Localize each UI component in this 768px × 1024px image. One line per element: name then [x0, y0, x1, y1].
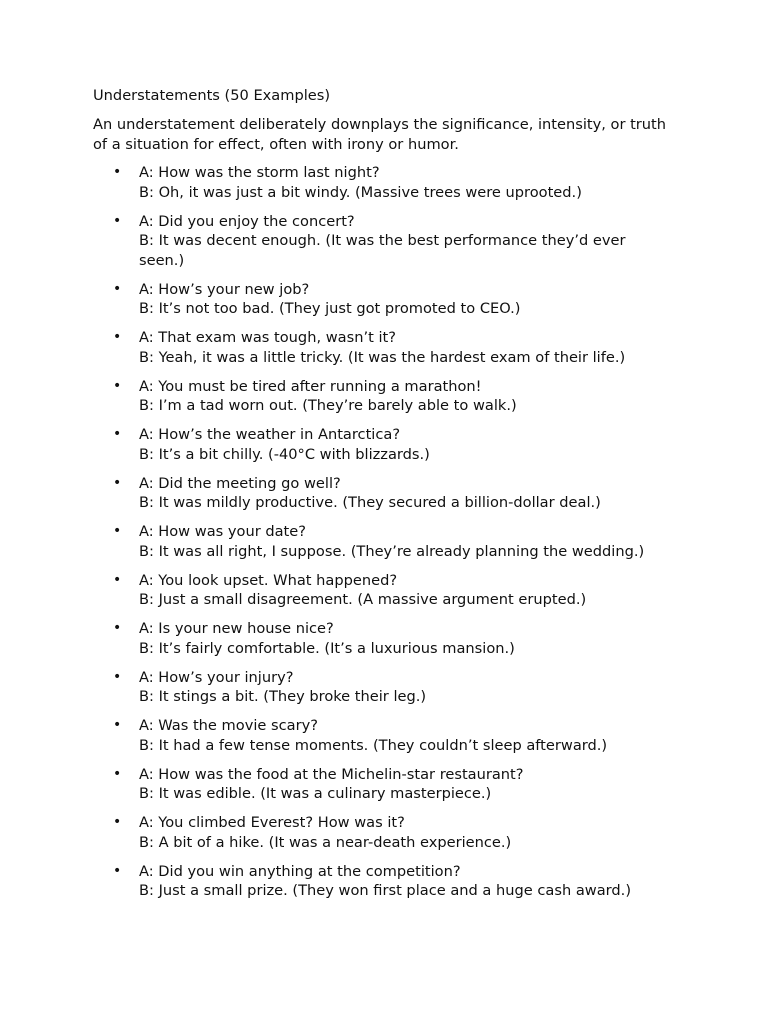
bullet-icon: •	[113, 280, 122, 297]
speaker-b-line: B: It’s not too bad. (They just got promoted to CEO.)	[139, 300, 521, 317]
speaker-a-line: A: How was the food at the Michelin-star restaurant?	[139, 765, 524, 783]
speaker-b-line: B: Just a small prize. (They won first place and a huge cash award.)	[139, 882, 632, 899]
speaker-b-line: B: It stings a bit. (They broke their leg.)	[139, 688, 427, 705]
speaker-a-line: A: Did the meeting go well?	[139, 474, 341, 492]
speaker-a-line: A: You must be tired after running a marathon!	[139, 377, 482, 395]
bullet-icon: •	[113, 474, 122, 491]
bullet-icon: •	[113, 212, 122, 229]
speaker-b-line: B: Oh, it was just a bit windy. (Massive trees were uprooted.)	[139, 183, 582, 201]
speaker-b-line: B: It was all right, I suppose. (They’re already planning the wedding.)	[139, 542, 645, 560]
bullet-icon: •	[113, 862, 122, 879]
bullet-icon: •	[113, 668, 122, 685]
speaker-a-line: A: You climbed Everest? How was it?	[139, 814, 405, 831]
list-item	[93, 668, 673, 707]
document-title: Understatements (50 Examples)	[93, 87, 331, 104]
speaker-a-line: A: How was your date?	[139, 523, 306, 540]
bullet-icon: •	[113, 329, 122, 345]
bullet-icon: •	[113, 426, 122, 442]
speaker-a-line: A: How’s your new job?	[139, 280, 310, 298]
speaker-a-line: A: How’s your injury?	[139, 668, 294, 686]
list-item	[93, 862, 673, 901]
list-item	[93, 163, 673, 202]
speaker-a-line: A: Was the movie scary?	[139, 717, 318, 734]
bullet-icon: •	[113, 814, 122, 830]
list-item	[93, 522, 673, 561]
intro-paragraph: An understatement deliberately downplays the significance, intensity, or truth of a situation for effect, often with irony or humor.	[93, 116, 667, 153]
speaker-b-line: B: It was mildly productive. (They secured a billion-dollar deal.)	[139, 494, 601, 511]
speaker-b-line: B: It was decent enough. (It was the best performance they’d ever seen.)	[139, 232, 626, 269]
speaker-a-line: A: That exam was tough, wasn’t it?	[139, 329, 396, 346]
speaker-a-line: A: You look upset. What happened?	[139, 571, 398, 589]
speaker-b-line: B: Just a small disagreement. (A massive argument erupted.)	[139, 591, 587, 608]
list-item	[93, 571, 673, 610]
speaker-b-line: B: Yeah, it was a little tricky. (It was the hardest exam of their life.)	[139, 348, 626, 366]
list-item	[93, 328, 673, 367]
bullet-icon: •	[113, 571, 122, 588]
bullet-icon: •	[113, 620, 122, 636]
speaker-b-line: B: It was edible. (It was a culinary masterpiece.)	[139, 785, 492, 802]
list-item	[93, 619, 673, 658]
speaker-a-line: A: How’s the weather in Antarctica?	[139, 426, 401, 443]
list-item	[93, 212, 673, 271]
speaker-a-line: A: Did you enjoy the concert?	[139, 212, 355, 230]
list-item	[93, 474, 673, 513]
bullet-icon: •	[113, 164, 122, 180]
speaker-a-line: A: How was the storm last night?	[139, 164, 380, 181]
speaker-b-line: B: A bit of a hike. (It was a near-death experience.)	[139, 833, 512, 851]
list-item	[93, 765, 673, 804]
bullet-icon: •	[113, 765, 122, 782]
list-item	[93, 716, 673, 755]
speaker-a-line: A: Is your new house nice?	[139, 620, 334, 637]
bullet-icon: •	[113, 523, 122, 539]
speaker-a-line: A: Did you win anything at the competition?	[139, 862, 461, 880]
speaker-b-line: B: I’m a tad worn out. (They’re barely able to walk.)	[139, 397, 517, 414]
document-page	[93, 86, 673, 910]
speaker-b-line: B: It had a few tense moments. (They couldn’t sleep afterward.)	[139, 736, 608, 754]
examples-list	[93, 163, 673, 901]
list-item	[93, 377, 673, 416]
list-item	[93, 280, 673, 319]
bullet-icon: •	[113, 377, 122, 394]
speaker-b-line: B: It’s fairly comfortable. (It’s a luxurious mansion.)	[139, 639, 515, 657]
list-item	[93, 813, 673, 852]
bullet-icon: •	[113, 717, 122, 733]
list-item	[93, 425, 673, 464]
speaker-b-line: B: It’s a bit chilly. (-40°C with blizzards.)	[139, 445, 430, 463]
